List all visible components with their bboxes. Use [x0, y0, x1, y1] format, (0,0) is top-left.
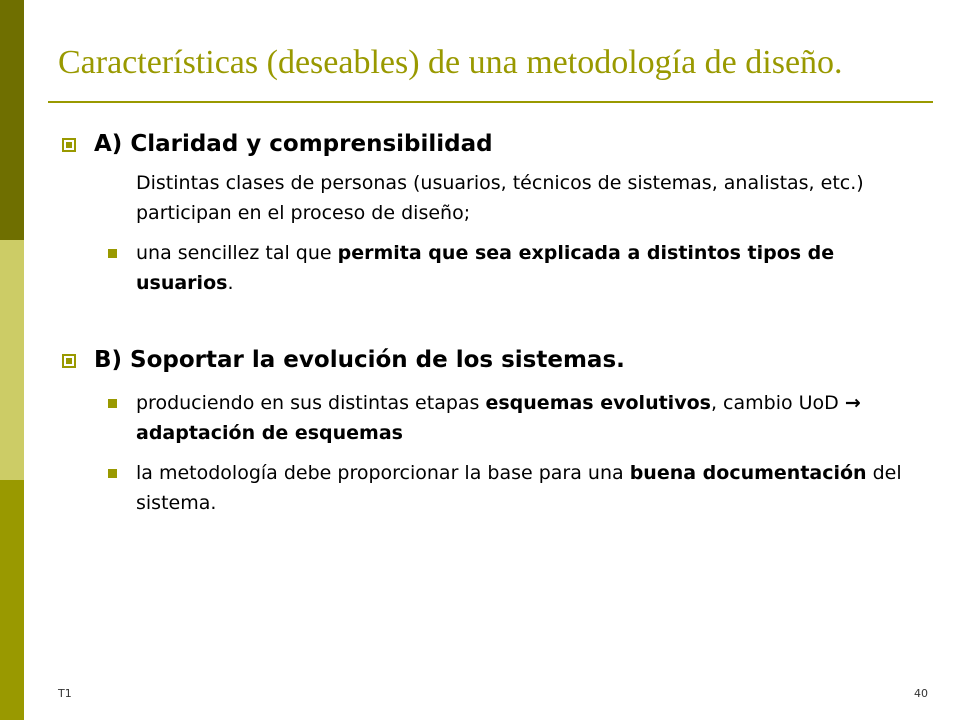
page-number: 40 — [914, 687, 928, 700]
section-b-bullet-1 — [60, 388, 930, 448]
bullet-text: la metodología debe proporcionar la base para una — [136, 462, 630, 484]
section-a-heading — [60, 126, 930, 162]
spacer — [60, 298, 930, 342]
section-b-heading-text: B) Soportar la evolución de los sistemas. — [94, 347, 625, 373]
square-bullet-icon — [62, 354, 76, 368]
bullet-text: una sencillez tal que — [136, 242, 338, 264]
slide-title: Características (deseables) de una metodología de diseño. — [58, 44, 843, 81]
section-b-bullet-2 — [60, 458, 930, 518]
section-b-heading — [60, 342, 930, 378]
bullet-text: produciendo en sus distintas etapas — [136, 392, 486, 414]
bullet-text: , cambio UoD — [710, 392, 845, 414]
title-divider — [48, 101, 933, 103]
slide-content — [60, 126, 930, 518]
small-square-bullet-icon — [108, 399, 117, 408]
bullet-bold-text: buena documentación — [629, 462, 867, 484]
bullet-bold-text: esquemas evolutivos — [485, 392, 711, 414]
small-square-bullet-icon — [108, 469, 117, 478]
footer-left-label: T1 — [58, 687, 72, 700]
section-a-paragraph: Distintas clases de personas (usuarios, técnicos de sistemas, analistas, etc.) participan en el proceso de diseño; — [136, 172, 864, 224]
bullet-text: del sistema. — [136, 462, 902, 514]
bullet-bold-text: permita que sea explicada a distintos tipos de usuarios — [136, 242, 835, 294]
bullet-bold-text: adaptación de esquemas — [136, 422, 403, 444]
arrow-right-icon: → — [844, 392, 861, 414]
left-bar-light — [0, 240, 24, 480]
square-bullet-icon — [62, 138, 76, 152]
section-a-heading-text: A) Claridad y comprensibilidad — [94, 131, 493, 157]
left-bar-dark — [0, 0, 24, 240]
bullet-text: . — [227, 272, 234, 294]
left-bar-mid — [0, 480, 24, 720]
small-square-bullet-icon — [108, 249, 117, 258]
section-a-bullet-1 — [60, 238, 930, 298]
